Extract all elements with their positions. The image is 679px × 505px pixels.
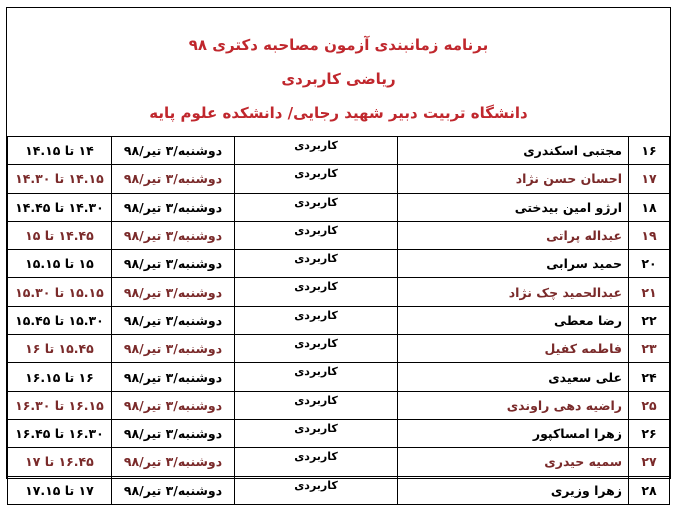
field-name: کاربردی <box>235 193 398 221</box>
table-row <box>8 137 670 165</box>
row-number: ۲۸ <box>629 476 670 504</box>
interview-schedule-table <box>7 136 670 505</box>
candidate-name: حمید سرابی <box>398 250 629 278</box>
interview-time: ۱۵ تا ۱۵.۱۵ <box>8 250 112 278</box>
interview-date: دوشنبه/۳ تیر/۹۸ <box>112 419 235 447</box>
table-row <box>8 165 670 193</box>
interview-date: دوشنبه/۳ تیر/۹۸ <box>112 476 235 504</box>
table-row <box>8 448 670 476</box>
field-name: کاربردی <box>235 448 398 476</box>
interview-time: ۱۵.۴۵ تا ۱۶ <box>8 335 112 363</box>
row-number: ۲۰ <box>629 250 670 278</box>
interview-time: ۱۵.۱۵ تا ۱۵.۳۰ <box>8 278 112 306</box>
row-number: ۲۵ <box>629 391 670 419</box>
table-row <box>8 476 670 504</box>
interview-date: دوشنبه/۳ تیر/۹۸ <box>112 193 235 221</box>
row-number: ۱۹ <box>629 221 670 249</box>
interview-time: ۱۷ تا ۱۷.۱۵ <box>8 476 112 504</box>
candidate-name: سمیه حیدری <box>398 448 629 476</box>
candidate-name: ارژو امین بیدختی <box>398 193 629 221</box>
interview-date: دوشنبه/۳ تیر/۹۸ <box>112 221 235 249</box>
table-row <box>8 363 670 391</box>
candidate-name: احسان حسن نژاد <box>398 165 629 193</box>
table-row <box>8 419 670 447</box>
schedule-title: برنامه زمانبندی آزمون مصاحبه دکتری ۹۸ <box>188 36 489 54</box>
interview-time: ۱۵.۳۰ تا ۱۵.۴۵ <box>8 306 112 334</box>
interview-time: ۱۴.۱۵ تا ۱۴.۳۰ <box>8 165 112 193</box>
interview-time: ۱۴.۴۵ تا ۱۵ <box>8 221 112 249</box>
field-name: کاربردی <box>235 165 398 193</box>
interview-date: دوشنبه/۳ تیر/۹۸ <box>112 335 235 363</box>
table-row <box>8 221 670 249</box>
interview-date: دوشنبه/۳ تیر/۹۸ <box>112 165 235 193</box>
interview-time: ۱۴ تا ۱۴.۱۵ <box>8 137 112 165</box>
interview-date: دوشنبه/۳ تیر/۹۸ <box>112 278 235 306</box>
candidate-name: رضا معطی <box>398 306 629 334</box>
candidate-name: عبداله پراتی <box>398 221 629 249</box>
interview-date: دوشنبه/۳ تیر/۹۸ <box>112 448 235 476</box>
table-row <box>8 250 670 278</box>
table-row <box>8 335 670 363</box>
field-name: کاربردی <box>235 335 398 363</box>
field-name: کاربردی <box>235 391 398 419</box>
interview-date: دوشنبه/۳ تیر/۹۸ <box>112 306 235 334</box>
interview-date: دوشنبه/۳ تیر/۹۸ <box>112 363 235 391</box>
field-name: کاربردی <box>235 250 398 278</box>
interview-date: دوشنبه/۳ تیر/۹۸ <box>112 137 235 165</box>
interview-date: دوشنبه/۳ تیر/۹۸ <box>112 391 235 419</box>
row-number: ۲۳ <box>629 335 670 363</box>
row-number: ۱۷ <box>629 165 670 193</box>
field-name: کاربردی <box>235 306 398 334</box>
row-number: ۱۸ <box>629 193 670 221</box>
candidate-name: فاطمه کفیل <box>398 335 629 363</box>
university-name: دانشگاه تربیت دبیر شهید رجایی/ دانشکده علوم پایه <box>149 104 528 122</box>
candidate-name: علی سعیدی <box>398 363 629 391</box>
row-number: ۲۷ <box>629 448 670 476</box>
schedule-sheet <box>6 7 671 498</box>
interview-date: دوشنبه/۳ تیر/۹۸ <box>112 250 235 278</box>
table-row <box>8 193 670 221</box>
row-number: ۲۲ <box>629 306 670 334</box>
field-name: کاربردی <box>235 278 398 306</box>
candidate-name: عبدالحمید چک نژاد <box>398 278 629 306</box>
interview-time: ۱۶ تا ۱۶.۱۵ <box>8 363 112 391</box>
schedule-header <box>7 8 670 135</box>
field-name: کاربردی <box>235 137 398 165</box>
row-number: ۲۶ <box>629 419 670 447</box>
table-row <box>8 306 670 334</box>
row-number: ۲۴ <box>629 363 670 391</box>
candidate-name: راضیه دهی راوندی <box>398 391 629 419</box>
row-number: ۱۶ <box>629 137 670 165</box>
table-row <box>8 391 670 419</box>
interview-time: ۱۶.۱۵ تا ۱۶.۳۰ <box>8 391 112 419</box>
field-name: کاربردی <box>235 419 398 447</box>
candidate-name: مجتبی اسکندری <box>398 137 629 165</box>
interview-time: ۱۶.۳۰ تا ۱۶.۴۵ <box>8 419 112 447</box>
row-number: ۲۱ <box>629 278 670 306</box>
table-row <box>8 278 670 306</box>
field-name: کاربردی <box>235 476 398 504</box>
schedule-subtitle: ریاضی کاربردی <box>281 70 396 88</box>
candidate-name: زهرا وزیری <box>398 476 629 504</box>
field-name: کاربردی <box>235 363 398 391</box>
candidate-name: زهرا امساکپور <box>398 419 629 447</box>
interview-time: ۱۶.۴۵ تا ۱۷ <box>8 448 112 476</box>
interview-time: ۱۴.۳۰ تا ۱۴.۴۵ <box>8 193 112 221</box>
field-name: کاربردی <box>235 221 398 249</box>
